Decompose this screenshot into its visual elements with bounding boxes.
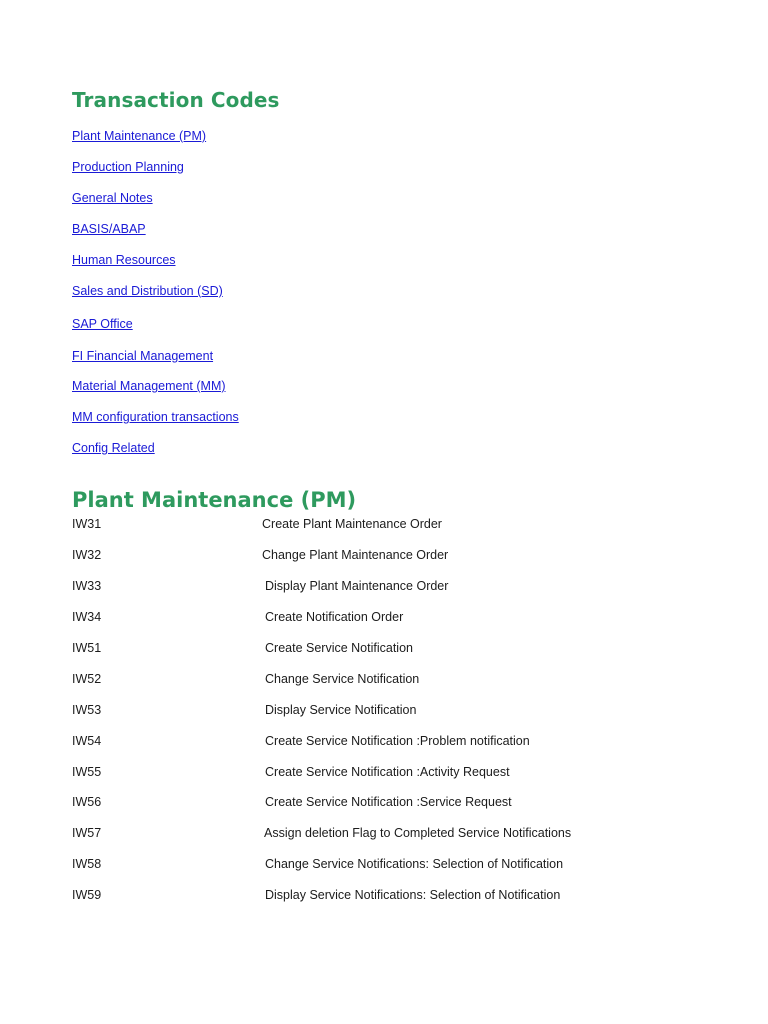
- transaction-description: Display Service Notification: [265, 703, 417, 717]
- table-row: [0, 671, 768, 687]
- transaction-description: Create Notification Order: [265, 610, 404, 624]
- transaction-code: IW32: [72, 548, 102, 562]
- transaction-code: IW54: [72, 734, 102, 748]
- transaction-description: Create Plant Maintenance Order: [262, 517, 442, 531]
- toc-link-plant-maintenance[interactable]: Plant Maintenance (PM): [72, 129, 207, 143]
- transaction-description: Create Service Notification :Service Request: [265, 795, 512, 809]
- transaction-code: IW56: [72, 795, 102, 809]
- table-row: [0, 733, 768, 749]
- table-row: [0, 578, 768, 594]
- table-row: [0, 640, 768, 656]
- toc-link-sap-office[interactable]: SAP Office: [72, 317, 133, 331]
- transaction-code: IW58: [72, 857, 102, 871]
- toc-link-general-notes[interactable]: General Notes: [72, 191, 153, 205]
- table-row: [0, 887, 768, 903]
- toc-link-config-related[interactable]: Config Related: [72, 441, 155, 455]
- transaction-description: Create Service Notification :Problem notification: [265, 734, 530, 748]
- transaction-code: IW31: [72, 517, 102, 531]
- transaction-code: IW53: [72, 703, 102, 717]
- toc-link-basis-abap[interactable]: BASIS/ABAP: [72, 222, 146, 236]
- table-row: [0, 825, 768, 841]
- transaction-description: Change Service Notifications: Selection of Notification: [265, 857, 564, 871]
- transaction-code: IW55: [72, 765, 102, 779]
- transaction-codes-heading: Transaction Codes: [72, 88, 280, 112]
- transaction-description: Display Plant Maintenance Order: [265, 579, 449, 593]
- transaction-description: Create Service Notification: [265, 641, 413, 655]
- toc-link-fi-financial-management[interactable]: FI Financial Management: [72, 349, 214, 363]
- table-row: [0, 794, 768, 810]
- transaction-code: IW59: [72, 888, 102, 902]
- table-row: [0, 702, 768, 718]
- toc-link-production-planning[interactable]: Production Planning: [72, 160, 184, 174]
- table-row: [0, 609, 768, 625]
- toc-link-mm-configuration[interactable]: MM configuration transactions: [72, 410, 239, 424]
- table-row: [0, 516, 768, 532]
- transaction-description: Assign deletion Flag to Completed Service Notifications: [264, 826, 572, 840]
- plant-maintenance-heading: Plant Maintenance (PM): [72, 488, 357, 512]
- transaction-description: Display Service Notifications: Selection of Notification: [265, 888, 561, 902]
- table-row: [0, 764, 768, 780]
- transaction-description: Create Service Notification :Activity Request: [265, 765, 510, 779]
- transaction-code: IW33: [72, 579, 102, 593]
- toc-link-human-resources[interactable]: Human Resources: [72, 253, 176, 267]
- transaction-code: IW51: [72, 641, 102, 655]
- transaction-description: Change Plant Maintenance Order: [262, 548, 449, 562]
- table-row: [0, 856, 768, 872]
- transaction-code: IW34: [72, 610, 102, 624]
- toc-link-sales-distribution[interactable]: Sales and Distribution (SD): [72, 284, 223, 298]
- transaction-description: Change Service Notification: [265, 672, 420, 686]
- table-row: [0, 547, 768, 563]
- toc-link-material-management[interactable]: Material Management (MM): [72, 379, 226, 393]
- transaction-code: IW52: [72, 672, 102, 686]
- transaction-code: IW57: [72, 826, 102, 840]
